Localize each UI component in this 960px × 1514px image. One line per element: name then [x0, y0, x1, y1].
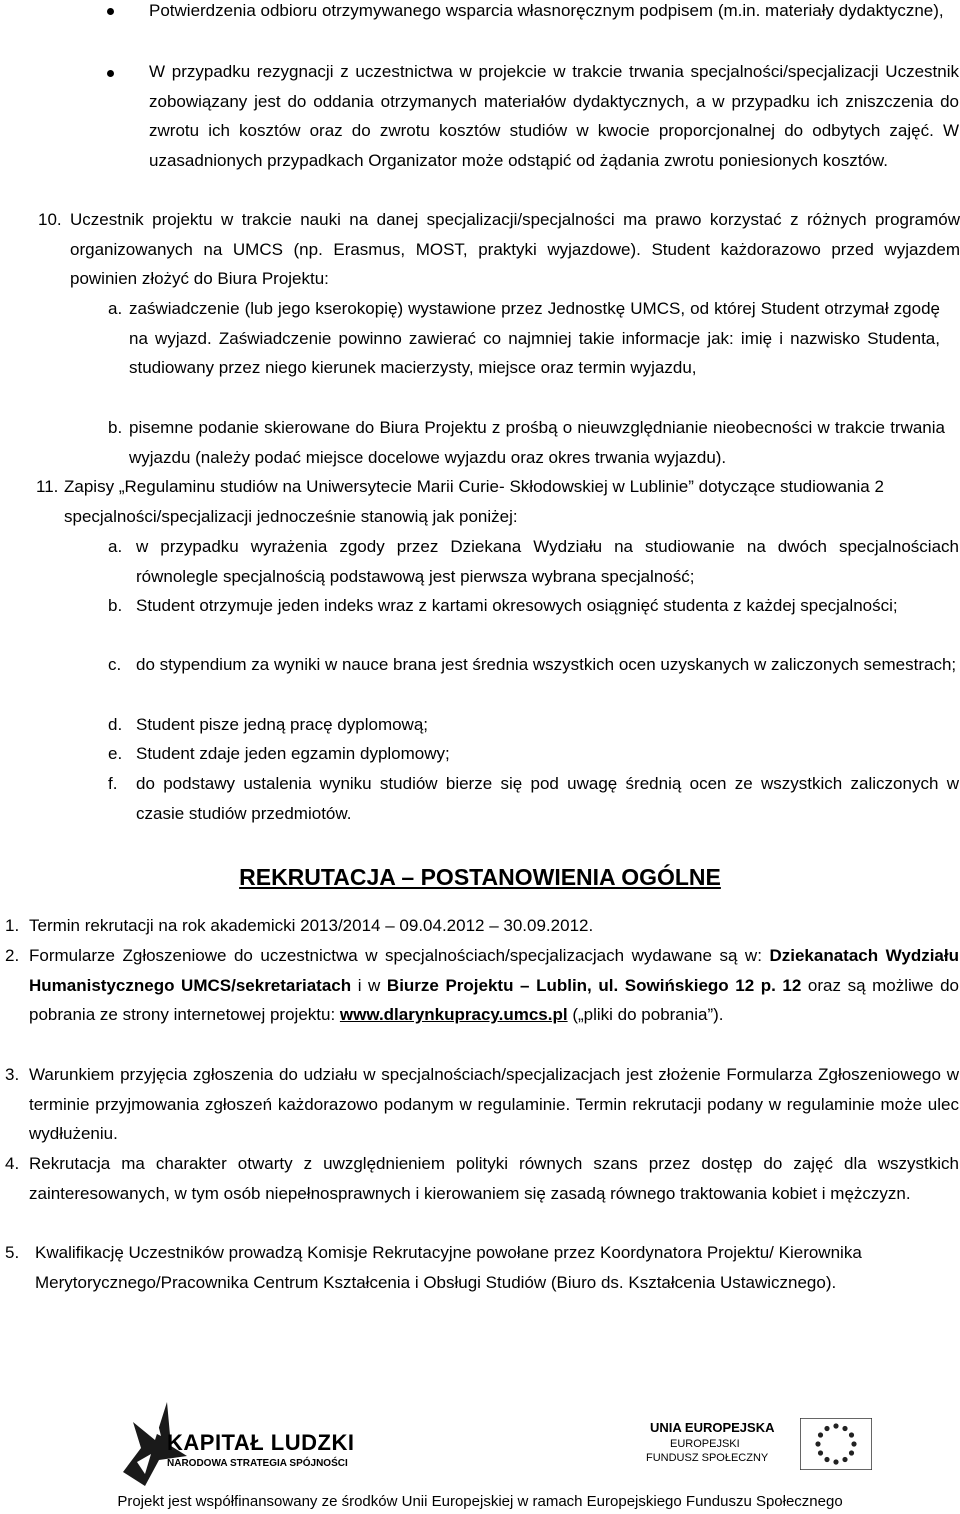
rule-5-number: 5.	[5, 1243, 20, 1262]
item-10b-text: pisemne podanie skierowane do Biura Projektu z prośbą o nieuwzględnianie nieobecności w trakcie trwania wyjazdu (należy podać miejsce docelowe wyjazdu oraz okres trwania wyjazdu).	[129, 418, 945, 467]
rule-3-number: 3.	[5, 1065, 20, 1084]
item-11e-text: Student zdaje jeden egzamin dyplomowy;	[136, 744, 450, 763]
item-11f-text: do podstawy ustalenia wyniku studiów bierze się pod uwagę średnią ocen ze wszystkich zaliczonych w czasie studiów przedmiotów.	[136, 774, 959, 823]
kapital-ludzki-title: KAPITAŁ LUDZKI	[167, 1430, 355, 1455]
rule-1-number: 1.	[5, 916, 20, 935]
ue-line-3: FUNDUSZ SPOŁECZNY	[646, 1452, 769, 1464]
rule-3-text: Warunkiem przyjęcia zgłoszenia do udziału w specjalnościach/specjalizacjach jest złożenie Formularza Zgłoszeniowego w terminie przyjmowania zgłoszeń każdorazowo podanym w regulaminie. Termin rekrutacji podany w regulaminie może ulec wydłużeniu.	[29, 1065, 959, 1143]
kapital-ludzki-subtitle: NARODOWA STRATEGIA SPÓJNOŚCI	[167, 1458, 348, 1469]
project-website-link[interactable]: www.dlarynkupracy.umcs.pl	[339, 1005, 568, 1024]
item-11-text: Zapisy „Regulaminu studiów na Uniwersytecie Marii Curie- Skłodowskiej w Lublinie” dotyczące studiowania 2 specjalności/specjalizacji jednocześnie stanowią jak poniżej:	[64, 477, 884, 526]
bullet-item-1: Potwierdzenia odbioru otrzymywanego wsparcia własnoręcznym podpisem (m.in. materiały dydaktyczne),	[149, 1, 944, 20]
rule-2-text	[29, 941, 959, 1030]
item-10-text: Uczestnik projektu w trakcie nauki na danej specjalizacji/specjalności ma prawo korzystać z różnych programów organizowanych na UMCS (np. Erasmus, MOST, praktyki wyjazdowe). Student każdorazowo przed wyjazdem powinien złożyć do Biura Projektu:	[70, 210, 960, 288]
item-11b-text: Student otrzymuje jeden indeks wraz z kartami okresowych osiągnięć studenta z każdej specjalności;	[136, 596, 898, 615]
rule-2-bold-biuro: Biurze Projektu – Lublin, ul. Sowińskiego 12 p. 12	[386, 975, 802, 995]
bullet-item-2: W przypadku rezygnacji z uczestnictwa w projekcie w trakcie trwania specjalności/specjalizacji Uczestnik zobowiązany jest do oddania otrzymanych materiałów dydaktycznych, a w przypadku ich zniszczenia do zwrotu ich kosztów oraz do zwrotu kosztów studiów w kwocie proporcjonalnej do odbytych zajęć. W uzasadnionych przypadkach Organizator może odstąpić od żądania zwrotu poniesionych kosztów.	[149, 62, 959, 170]
rule-2-bold-dziekanaty: Dziekanatach Wydziału Humanistycznego UMCS/sekretariatach	[29, 946, 959, 995]
rule-2-part-4: („pliki do pobrania”).	[567, 1005, 724, 1024]
item-11-number: 11.	[36, 477, 59, 496]
footer-note: Projekt jest współfinansowany ze środków Unii Europejskiej w ramach Europejskiego Funduszu Społecznego	[117, 1493, 843, 1510]
rule-2-part-2: i w	[351, 975, 387, 995]
rule-4-text: Rekrutacja ma charakter otwarty z uwzględnieniem polityki równych szans przez dostęp do zajęć dla wszystkich zainteresowanych, w tym osób niepełnosprawnych i kierowaniem się zasadą równego traktowania kobiet i mężczyzn.	[29, 1154, 959, 1203]
bullet-marker	[107, 8, 114, 15]
eu-flag-icon	[800, 1418, 872, 1470]
item-10a-letter: a.	[108, 299, 123, 318]
item-11a-letter: a.	[108, 537, 123, 556]
unia-europejska-logo	[640, 1412, 880, 1482]
item-11a-text: w przypadku wyrażenia zgody przez Dziekana Wydziału na studiowanie na dwóch specjalnościach równolegle specjalnością podstawową jest pierwsza wybrana specjalność;	[136, 537, 959, 586]
item-10b-letter: b.	[108, 418, 123, 437]
ue-line-2: EUROPEJSKI	[670, 1438, 740, 1450]
rule-5-text: Kwalifikację Uczestników prowadzą Komisje Rekrutacyjne powołane przez Koordynatora Projektu/ Kierownika Merytorycznego/Pracownika Centrum Kształcenia i Obsługi Studiów (Biuro ds. Kształcenia Ustawicznego).	[35, 1243, 862, 1292]
rule-2-number: 2.	[5, 946, 20, 965]
item-11c-letter: c.	[108, 655, 122, 674]
ue-line-1: UNIA EUROPEJSKA	[650, 1420, 775, 1435]
item-10-number: 10.	[38, 210, 62, 229]
kapital-ludzki-logo	[115, 1400, 415, 1490]
item-11d-letter: d.	[108, 715, 123, 734]
item-11b-letter: b.	[108, 596, 123, 615]
rule-4-number: 4.	[5, 1154, 20, 1173]
bullet-marker	[107, 70, 114, 77]
item-11e-letter: e.	[108, 744, 123, 763]
item-11f-letter: f.	[108, 774, 118, 793]
item-11d-text: Student pisze jedną pracę dyplomową;	[136, 715, 429, 734]
section-heading: REKRUTACJA – POSTANOWIENIA OGÓLNE	[239, 864, 721, 890]
rule-2-part-1: Formularze Zgłoszeniowe do uczestnictwa w specjalnościach/specjalizacjach wydawane są w:	[29, 946, 770, 965]
rule-1-text: Termin rekrutacji na rok akademicki 2013/2014 – 09.04.2012 – 30.09.2012.	[29, 916, 594, 935]
rule-2-part-3: oraz są możliwe do pobrania ze strony internetowej projektu:	[29, 975, 959, 1024]
item-10a-text: zaświadczenie (lub jego kserokopię) wystawione przez Jednostkę UMCS, od której Student otrzymał zgodę na wyjazd. Zaświadczenie powinno zawierać co najmniej takie informacje jak: imię i nazwisko Studenta, studiowany przez niego kierunek macierzysty, miejsce oraz termin wyjazdu,	[129, 299, 940, 377]
item-11c-text: do stypendium za wyniki w nauce brana jest średnia wszystkich ocen uzyskanych w zaliczonych semestrach;	[136, 655, 957, 674]
